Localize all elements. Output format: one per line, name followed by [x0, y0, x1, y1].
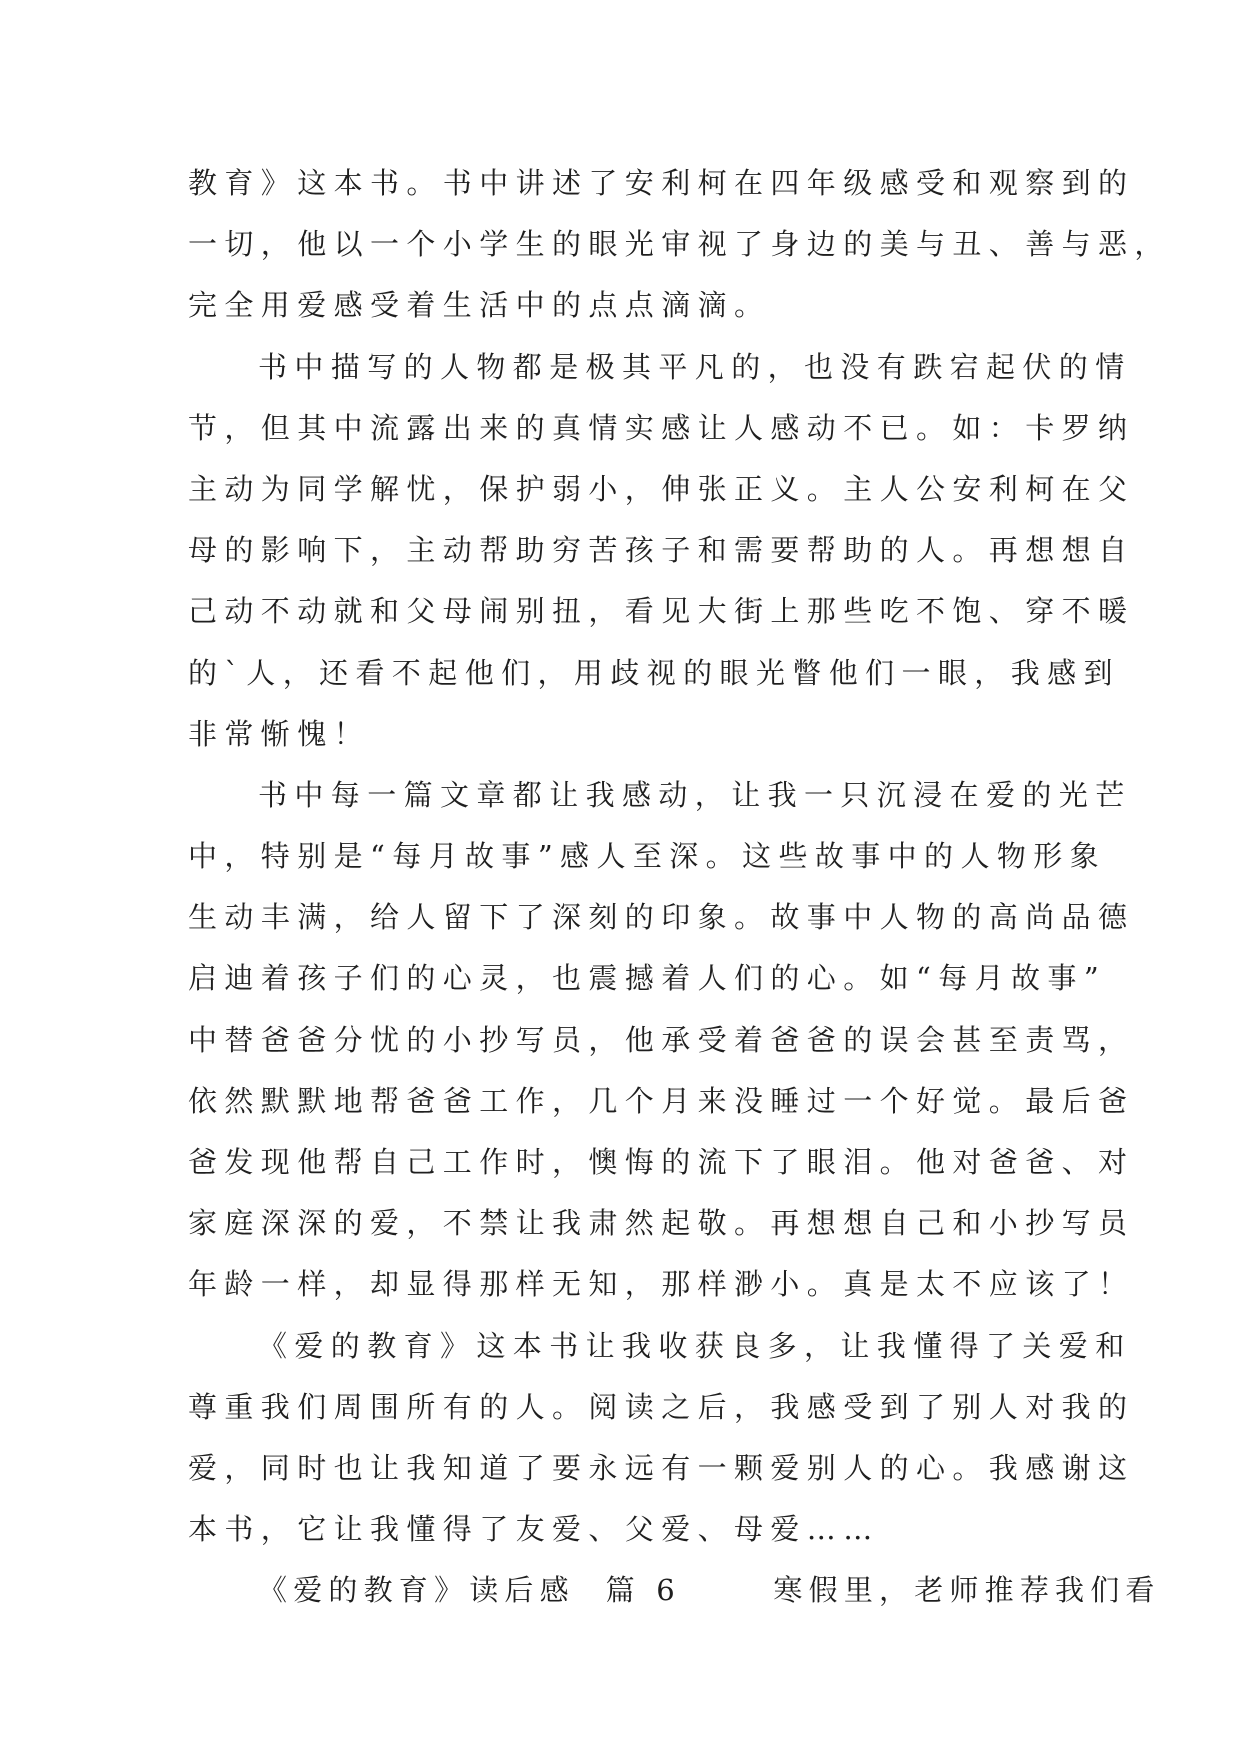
text-line: 完全用爱感受着生活中的点点滴滴。 [188, 288, 771, 323]
text-line: 本书，它让我懂得了友爱、父爱、母爱…… [188, 1512, 880, 1547]
body-text [188, 153, 1171, 1622]
paragraph-first-line: 《爱的教育》这本书让我收获良多，让我懂得了关爱和 [258, 1328, 1132, 1363]
text-line: 中，特别是“每月故事”感人至深。这些故事中的人物形象 [188, 839, 1107, 874]
text-line: 节，但其中流露出来的真情实感让人感动不已。如：卡罗纳 [188, 410, 1135, 445]
section-heading-line: 《爱的教育》读后感 篇 6 寒假里，老师推荐我们看 [258, 1573, 1161, 1608]
text-line: 母的影响下，主动帮助穷苦孩子和需要帮助的人。再想想自 [188, 533, 1135, 568]
text-line: 一切，他以一个小学生的眼光审视了身边的美与丑、善与恶， [188, 227, 1171, 262]
text-line: 生动丰满，给人留下了深刻的印象。故事中人物的高尚品德 [188, 900, 1135, 935]
text-line: 教育》这本书。书中讲述了安利柯在四年级感受和观察到的 [188, 166, 1135, 200]
text-line: 启迪着孩子们的心灵，也震撼着人们的心。如“每月故事” [188, 961, 1107, 996]
text-line: 年龄一样，却显得那样无知，那样渺小。真是太不应该了！ [188, 1267, 1135, 1302]
text-line: 主动为同学解忧，保护弱小，伸张正义。主人公安利柯在父 [188, 471, 1135, 506]
text-line: 尊重我们周围所有的人。阅读之后，我感受到了别人对我的 [188, 1389, 1135, 1424]
text-line: 爸发现他帮自己工作时，懊悔的流下了眼泪。他对爸爸、对 [188, 1145, 1135, 1179]
text-line: 家庭深深的爱，不禁让我肃然起敬。再想想自己和小抄写员 [188, 1206, 1135, 1241]
text-line: 的`人，还看不起他们，用歧视的眼光瞥他们一眼，我感到 [188, 655, 1120, 690]
paragraph-first-line: 书中每一篇文章都让我感动，让我一只沉浸在爱的光芒 [258, 777, 1132, 812]
text-line: 中替爸爸分忧的小抄写员，他承受着爸爸的误会甚至责骂， [188, 1022, 1135, 1057]
text-line: 非常惭愧！ [188, 716, 371, 751]
text-line: 爱，同时也让我知道了要永远有一颗爱别人的心。我感谢这 [188, 1450, 1135, 1485]
text-line: 己动不动就和父母闹别扭，看见大街上那些吃不饱、穿不暖 [188, 594, 1135, 629]
paragraph-first-line: 书中描写的人物都是极其平凡的，也没有跌宕起伏的情 [258, 349, 1132, 384]
text-line: 依然默默地帮爸爸工作，几个月来没睡过一个好觉。最后爸 [188, 1083, 1135, 1118]
